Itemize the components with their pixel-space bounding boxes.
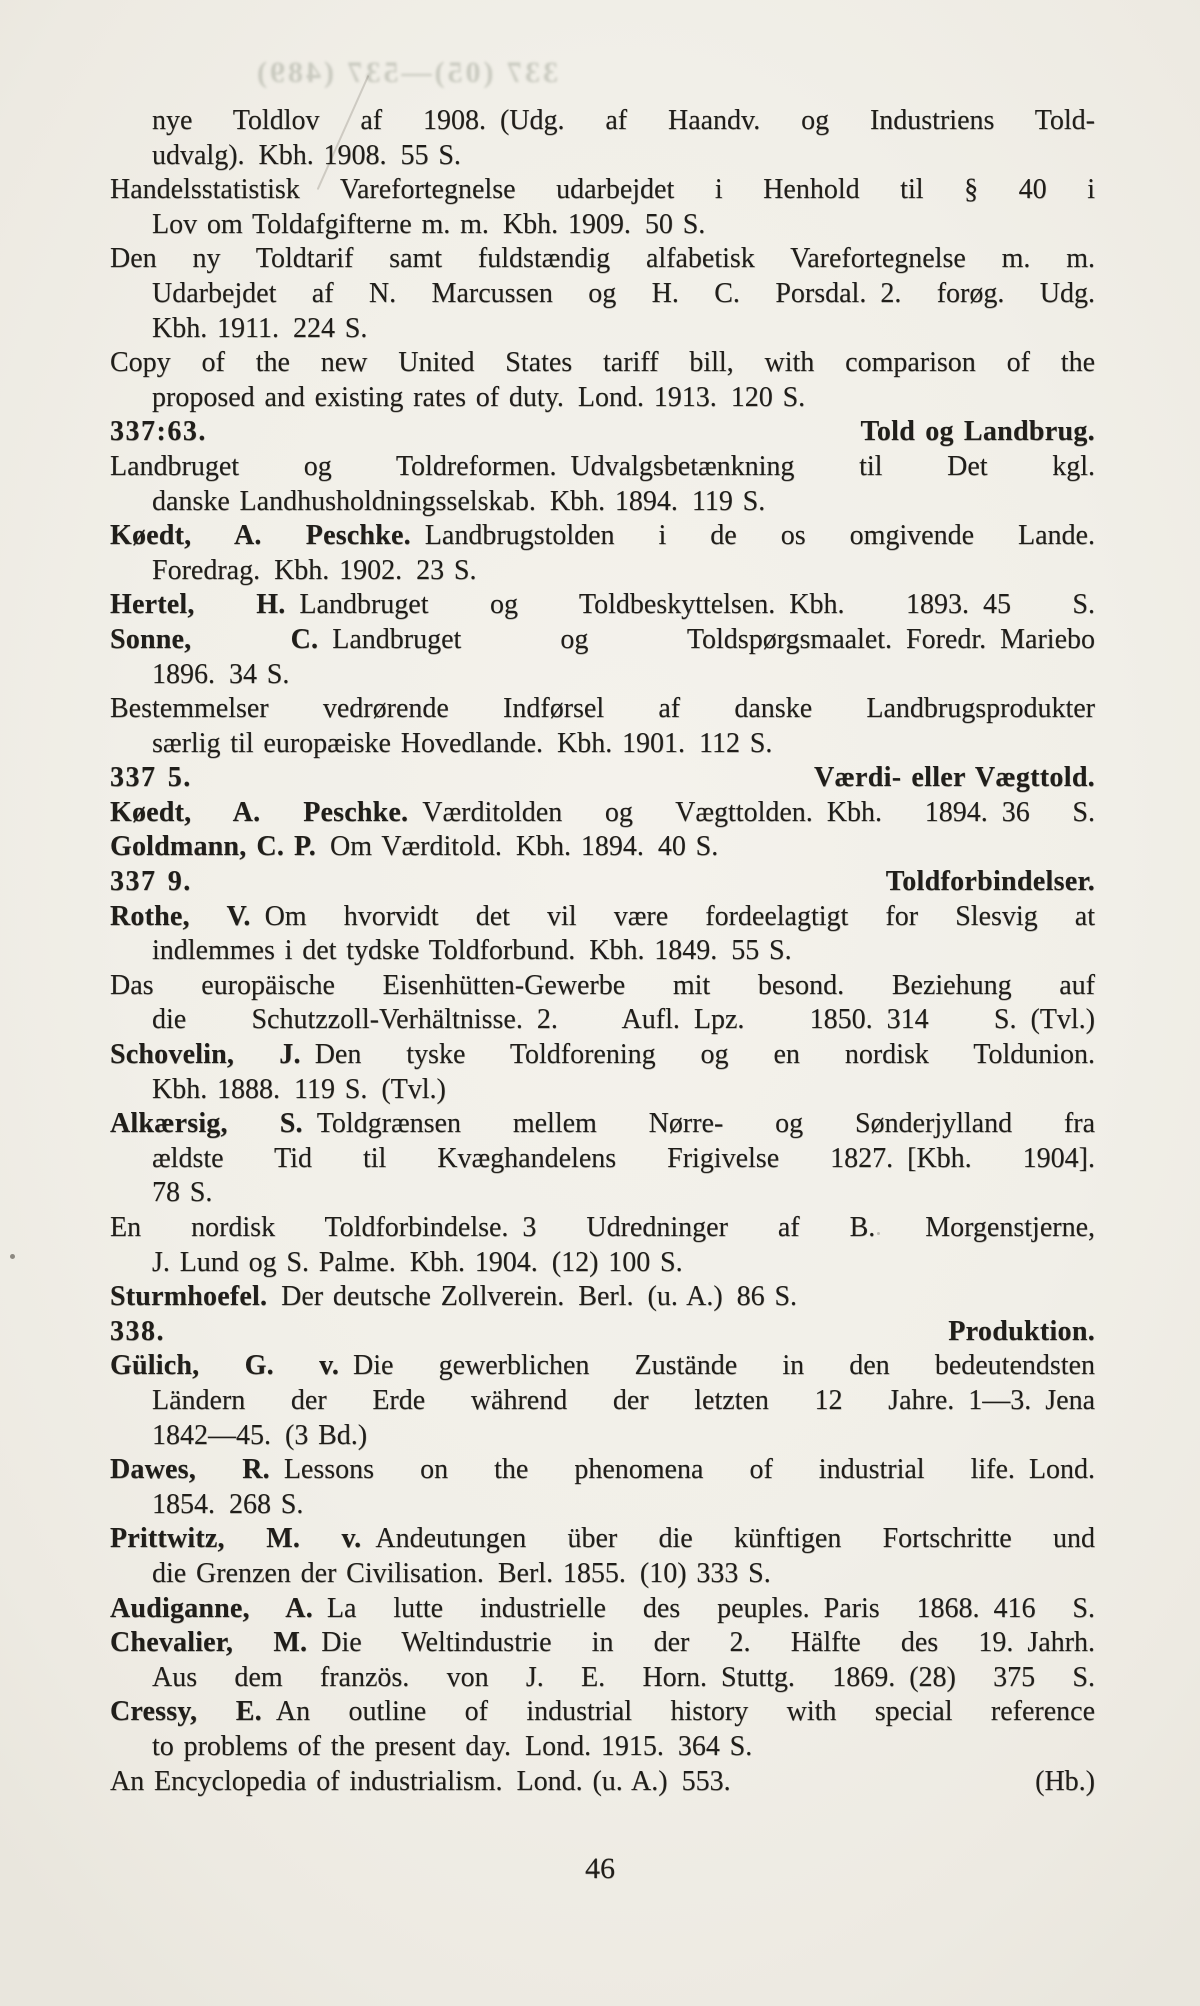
entry-line: Cressy, E. An outline of industrial history with special reference — [110, 1696, 1095, 1728]
entry-line: Sturmhoefel. Der deutsche Zollverein. Berl. (u. A.) 86 S. — [110, 1281, 798, 1313]
entry-continuation-line: Udarbejdet af N. Marcussen og H. C. Porsdal. 2. forøg. Udg. — [152, 277, 1095, 309]
author-name: Køedt, A. Peschke. — [110, 520, 411, 552]
entry-line: Prittwitz, M. v. Andeutungen über die künftigen Fortschritte und — [110, 1523, 1095, 1555]
entry-line: Landbruget og Toldreformen. Udvalgsbetænkning til Det kgl. — [110, 450, 1095, 482]
section-title: Værdi- eller Vægttold. — [813, 762, 1095, 794]
entry-line: Hertel, H. Landbruget og Toldbeskyttelsen. Kbh. 1893. 45 S. — [110, 589, 1095, 621]
entry-line: Audiganne, A. La lutte industrielle des peuples. Paris 1868. 416 S. — [110, 1592, 1096, 1624]
author-name: Dawes, R. — [110, 1454, 270, 1486]
author-name: Schovelin, J. — [110, 1039, 301, 1071]
author-name: Alkærsig, S. — [110, 1108, 303, 1140]
section-number: 338. — [110, 1315, 165, 1347]
entry-line: Sonne, C. Landbruget og Toldspørgsmaalet. Foredr. Mariebo — [110, 623, 1095, 655]
section-heading — [110, 415, 1095, 450]
page-number: 46 — [585, 1852, 615, 1885]
entry-continuation-line: Aus dem französ. von J. E. Horn. Stuttg. 1869. (28) 375 S. — [152, 1661, 1095, 1693]
author-name: Rothe, V. — [110, 900, 251, 932]
section-title: Told og Landbrug. — [860, 416, 1095, 448]
entry-continuation-line: J. Lund og S. Palme. Kbh. 1904. (12) 100 S. — [152, 1246, 683, 1278]
author-name: Chevalier, M. — [110, 1627, 308, 1659]
entry-line: Copy of the new United States tariff bill, with comparison of the — [110, 347, 1095, 379]
entry-line: Alkærsig, S. Toldgrænsen mellem Nørre- og Sønderjylland fra — [110, 1108, 1096, 1140]
author-name: Goldmann, C. P. — [110, 831, 316, 863]
entry-continuation-line: nye Toldlov af 1908. (Udg. af Haandv. og Industriens Told- — [152, 105, 1095, 136]
author-name: Prittwitz, M. v. — [110, 1523, 362, 1555]
author-name: Hertel, H. — [110, 589, 286, 621]
entry-line: Schovelin, J. Den tyske Toldforening og en nordisk Toldunion. — [110, 1039, 1096, 1071]
shelf-mark: (Hb.) — [1035, 1765, 1095, 1797]
entry-continuation-line: die Grenzen der Civilisation. Berl. 1855. (10) 333 S. — [152, 1557, 771, 1589]
author-name: Sonne, C. — [110, 623, 319, 655]
section-number: 337:63. — [110, 416, 207, 448]
author-name: Gülich, G. v. — [110, 1350, 340, 1382]
entry-continuation-line: danske Landhusholdningsselskab. Kbh. 1894. 119 S. — [152, 485, 766, 517]
paper-speck — [10, 1254, 15, 1259]
entry-continuation-line: særlig til europæiske Hovedlande. Kbh. 1901. 112 S. — [152, 727, 773, 759]
entry-continuation-line: udvalg). Kbh. 1908. 55 S. — [152, 139, 461, 171]
entry-continuation-line: Kbh. 1888. 119 S. (Tvl.) — [152, 1073, 446, 1105]
entry-line: Køedt, A. Peschke. Værditolden og Vægttolden. Kbh. 1894. 36 S. — [110, 796, 1095, 828]
author-name: Sturmhoefel. — [110, 1281, 268, 1313]
entry-continuation-line: die Schutzzoll-Verhältnisse. 2. Aufl. Lpz. 1850. 314 S. (Tvl.) — [152, 1004, 1095, 1036]
entry-line: Dawes, R. Lessons on the phenomena of industrial life. Lond. — [110, 1454, 1096, 1486]
entry-continuation-line: Kbh. 1911. 224 S. — [152, 312, 368, 344]
entry-continuation-line: 1854. 268 S. — [152, 1488, 304, 1520]
entry-continuation-line: indlemmes i det tydske Toldforbund. Kbh. 1849. 55 S. — [152, 935, 792, 967]
entry-line: Handelsstatistisk Varefortegnelse udarbejdet i Henhold til § 40 i — [110, 174, 1095, 206]
entry-line: Køedt, A. Peschke. Landbrugstolden i de os omgivende Lande. — [110, 520, 1095, 552]
section-title: Produktion. — [948, 1315, 1095, 1347]
entry-continuation-line: to problems of the present day. Lond. 1915. 364 S. — [152, 1730, 753, 1762]
entry-line: (Hb.) An Encyclopedia of industrialism. Lond. (u. A.) 553. — [110, 1765, 1095, 1800]
entry-line: En nordisk Toldforbindelse. 3 Udredninger af B. Morgenstjerne, — [110, 1212, 1095, 1243]
entry-continuation-line: Foredrag. Kbh. 1902. 23 S. — [152, 554, 477, 586]
section-number: 337 5. — [110, 762, 192, 794]
entry-line: Gülich, G. v. Die gewerblichen Zustände in den bedeutendsten — [110, 1350, 1095, 1382]
entry-line: Goldmann, C. P. Om Værditold. Kbh. 1894. 40 S. — [110, 831, 719, 863]
entry-continuation-line: Lov om Toldafgifterne m. m. Kbh. 1909. 50 S. — [152, 208, 706, 240]
entry-line: Das europäische Eisenhütten-Gewerbe mit besond. Beziehung auf — [110, 969, 1095, 1001]
entry-continuation-line: proposed and existing rates of duty. Lond. 1913. 120 S. — [152, 381, 806, 413]
entry-continuation-line: Ländern der Erde während der letzten 12 Jahre. 1—3. Jena — [152, 1384, 1095, 1416]
author-name: Cressy, E. — [110, 1696, 262, 1728]
entry-line: Den ny Toldtarif samt fuldstændig alfabetisk Varefortegnelse m. m. — [110, 243, 1095, 275]
section-heading — [110, 761, 1095, 796]
entry-line: Chevalier, M. Die Weltindustrie in der 2. Hälfte des 19. Jahrh. — [110, 1627, 1095, 1659]
entry-continuation-line: 1896. 34 S. — [152, 658, 290, 690]
author-name: Audiganne, A. — [110, 1592, 313, 1624]
entry-continuation-line: 1842—45. (3 Bd.) — [152, 1419, 368, 1451]
section-heading — [110, 1315, 1095, 1350]
section-heading — [110, 865, 1095, 900]
entry-line: Rothe, V. Om hvorvidt det vil være fordeelagtigt for Slesvig at — [110, 900, 1095, 932]
bleed-through-header: 337 (05)—537 (489) — [254, 56, 558, 89]
bibliography — [110, 104, 1095, 1799]
entry-continuation-line: 78 S. — [152, 1177, 213, 1209]
section-title: Toldforbindelser. — [885, 866, 1095, 898]
section-number: 337 9. — [110, 866, 192, 898]
author-name: Køedt, A. Peschke. — [110, 796, 409, 828]
entry-continuation-line: ældste Tid til Kvæghandelens Frigivelse 1827. [Kbh. 1904]. — [152, 1142, 1095, 1174]
entry-line: Bestemmelser vedrørende Indførsel af danske Landbrugsprodukter — [110, 693, 1095, 725]
